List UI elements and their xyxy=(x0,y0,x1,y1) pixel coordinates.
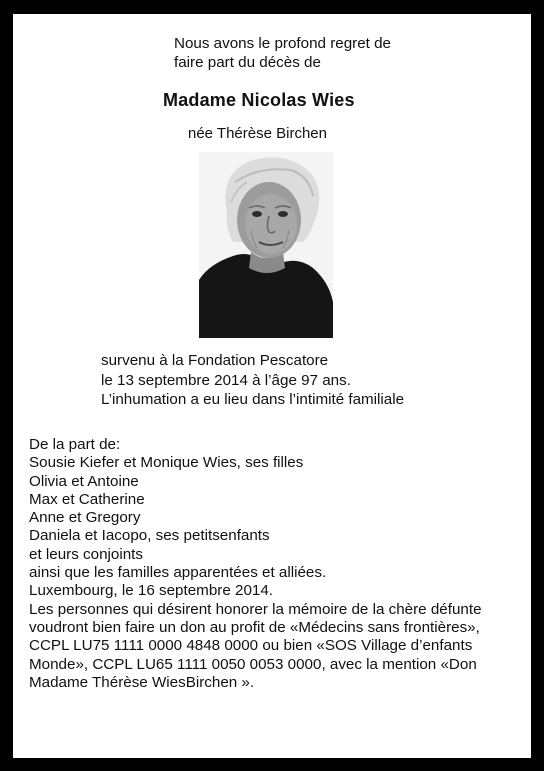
donation-line: Les personnes qui désirent honorer la mémoire de la chère défunte xyxy=(29,600,482,618)
donation-line: CCPL LU75 1111 0000 4848 0000 ou bien «SOS Village d’enfants xyxy=(29,637,473,655)
donation-line: Madame Thérèse WiesBirchen ». xyxy=(29,673,255,691)
intro-text: Nous avons le profond regret de faire part du décès de xyxy=(174,35,391,71)
family-line: Olivia et Antoine xyxy=(29,472,139,490)
death-date: le 13 septembre 2014 à l’âge 97 ans. xyxy=(101,371,351,389)
family-line: Sousie Kiefer et Monique Wies, ses filles xyxy=(29,454,304,472)
place-date-line: Luxembourg, le 16 septembre 2014. xyxy=(29,582,274,600)
from-heading: De la part de: xyxy=(29,436,121,453)
burial-note: L’inhumation a eu lieu dans l’intimité familiale xyxy=(101,391,405,408)
deceased-name: Madame Nicolas Wies xyxy=(163,90,355,110)
family-line: et leurs conjoints xyxy=(29,545,143,563)
announcement-body xyxy=(29,436,519,692)
family-line: ainsi que les familles apparentées et alliées. xyxy=(29,564,327,582)
obituary-card xyxy=(13,14,531,758)
family-line: Anne et Gregory xyxy=(29,509,141,527)
birth-name: née Thérèse Birchen xyxy=(188,125,327,142)
death-details xyxy=(101,351,404,410)
donation-line: Monde», CCPL LU65 1111 0050 0053 0000, avec la mention «Don xyxy=(29,655,477,673)
family-line: Daniela et Iacopo, ses petitsenfants xyxy=(29,527,270,545)
family-line: Max et Catherine xyxy=(29,490,145,508)
donation-line: voudront bien faire un don au profit de «Médecins sans frontières», xyxy=(29,618,480,636)
death-place: survenu à la Fondation Pescatore xyxy=(101,352,329,369)
portrait-photo xyxy=(199,152,333,338)
